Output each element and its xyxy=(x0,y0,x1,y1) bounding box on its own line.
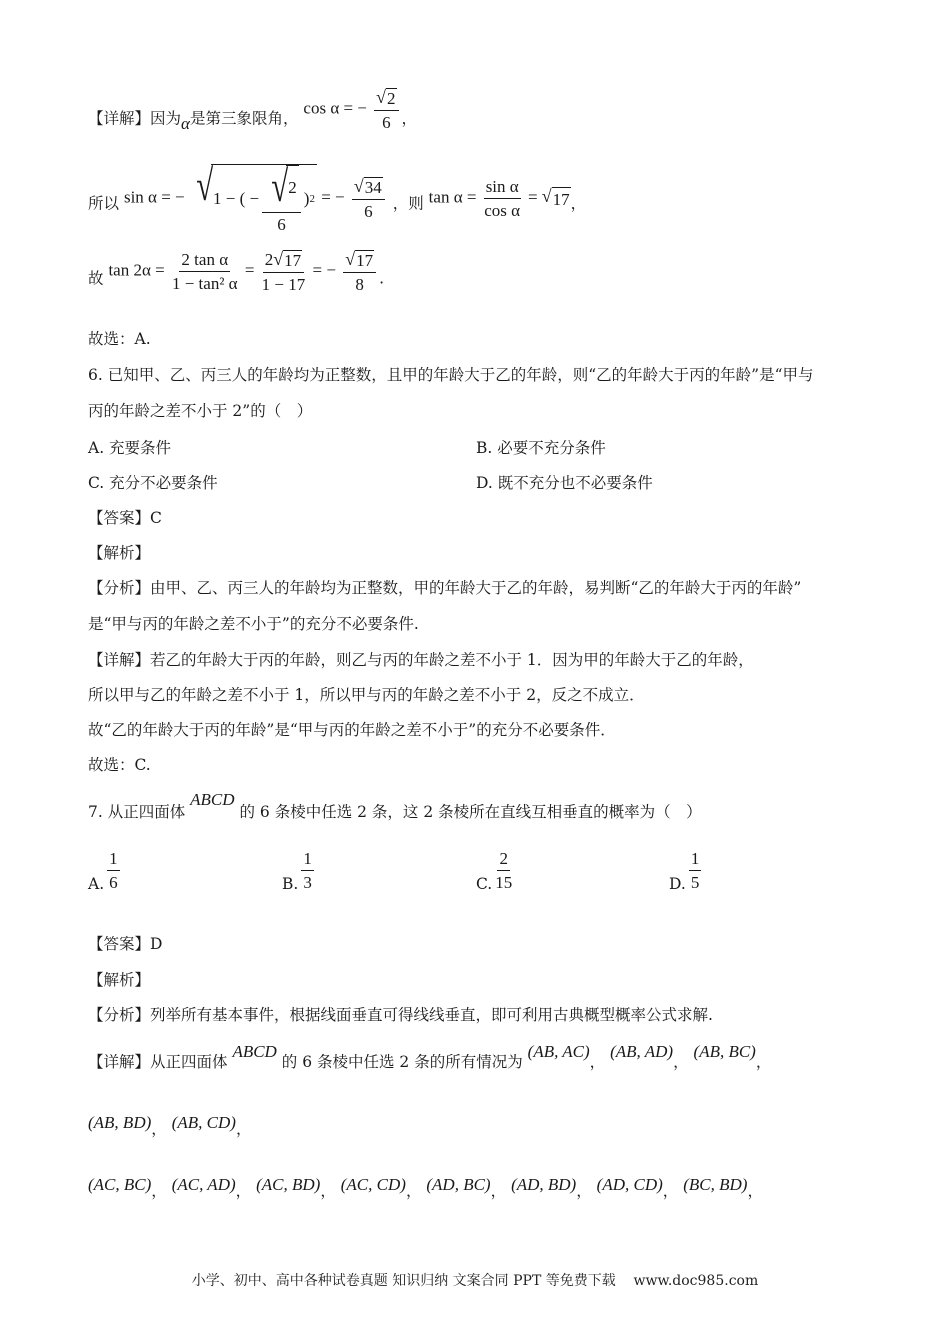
q7-option-b: B. $\frac{1}{3}$ xyxy=(282,849,312,893)
q5-sin-line xyxy=(88,161,587,239)
q6-option-b: B. 必要不充分条件 xyxy=(476,439,606,457)
q6-stem-line2: 丙的年龄之差不小于 2”的（ ） xyxy=(88,402,313,420)
pair-r2-0: (AB, BD) xyxy=(88,1113,152,1132)
pair-r1-1: (AB, AD) xyxy=(610,1042,674,1061)
pair-r3-7: (BC, BD) xyxy=(683,1175,748,1194)
q7-stem-pre: 7. 从正四面体 xyxy=(88,803,186,821)
pair-r3-2: (AC, BD) xyxy=(256,1175,321,1194)
q7-option-a: A. $\frac{1}{6}$ xyxy=(88,849,118,893)
alpha-symbol: α xyxy=(181,114,190,134)
q7-stem-post: 的 6 条棱中任选 2 条，这 2 条棱所在直线互相垂直的概率为（ ） xyxy=(239,803,702,821)
pair-r2-1: (AB, CD) xyxy=(171,1113,236,1132)
pair-r3-4: (AD, BC) xyxy=(426,1175,491,1194)
pair-r3-1: (AC, AD) xyxy=(171,1175,236,1194)
q6-detail-line1: 【详解】若乙的年龄大于丙的年龄，则乙与丙的年龄之差不小于 1．因为甲的年龄大于乙的年龄， xyxy=(88,651,754,669)
period: . xyxy=(379,269,385,288)
q6-detail-line2: 所以甲与乙的年龄之差不小于 1，所以甲与丙的年龄之差不小于 2，反之不成立． xyxy=(88,686,645,704)
cos-equation: cos α = − √ 2 6 xyxy=(303,88,401,131)
pair-r3-5: (AD, BD) xyxy=(511,1175,577,1194)
detail-tag: 【详解】因为 xyxy=(88,109,182,128)
q7-stem xyxy=(88,790,702,823)
footer-text: 小学、初中、高中各种试卷真题 知识归纳 文案合同 PPT 等免费下载 xyxy=(191,1273,616,1289)
q6-analysis-tag: 【解析】 xyxy=(88,544,151,562)
q6-option-d: D. 既不充分也不必要条件 xyxy=(476,474,653,492)
footer-link[interactable]: www.doc985.com xyxy=(633,1273,759,1289)
q7-option-c: C. $\frac{2}{15}$ xyxy=(476,849,513,893)
q6-answer-line xyxy=(88,507,162,529)
tan2a-equation: tan 2α = $\frac{\text{2 tan α}}{\text{1 − tan² α}}$ = 2 √ 17 1 − 17 = − √ 17 8 xyxy=(108,250,379,293)
so-text: 所以 xyxy=(88,194,120,213)
therefore-text: 故 xyxy=(88,269,104,288)
q7-detail-pre: 【详解】从正四面体 xyxy=(88,1053,228,1071)
q7-detail-line1: 【详解】从正四面体 ABCD 的 6 条棱中任选 2 条的所有情况为 (AB, AC)， (AB, AD)， (AB, BC)， xyxy=(88,1042,772,1071)
q6-detail-line3: 故“乙的年龄大于丙的年龄”是“甲与丙的年龄之差不小于”的充分不必要条件． xyxy=(88,721,616,739)
q5-detail-line1 xyxy=(88,87,418,141)
q6-option-a: A. 充要条件 xyxy=(88,439,172,457)
page-footer xyxy=(0,1270,950,1290)
q6-fenxi-line1: 【分析】由甲、乙、丙三人的年龄均为正整数，甲的年龄大于乙的年龄，易判断“乙的年龄大于丙的年龄” xyxy=(88,579,802,597)
q7-pairs-row3: (AC, BC)， (AC, AD)， (AC, BD)， (AC, CD)， (AD, BC)， (AD, BD)， (AD, CD)， (BC, BD)， xyxy=(88,1175,763,1200)
abcd-symbol: ABCD xyxy=(190,790,235,809)
pair-r3-3: (AC, CD) xyxy=(340,1175,406,1194)
q7-fenxi-line: 【分析】列举所有基本事件，根据线面垂直可得线线垂直，即可利用古典概型概率公式求解. xyxy=(88,1006,713,1024)
q6-option-c: C. 充分不必要条件 xyxy=(88,474,218,492)
q6-fenxi-line2: 是“甲与丙的年龄之差不小于”的充分不必要条件. xyxy=(88,615,419,633)
pair-r3-6: (AD, CD) xyxy=(596,1175,663,1194)
q7-pairs-row2: (AB, BD)， (AB, CD)， xyxy=(88,1113,252,1138)
abcd-symbol: ABCD xyxy=(232,1042,277,1061)
q6-stem-line1: 6. 已知甲、乙、丙三人的年龄均为正整数，且甲的年龄大于乙的年龄，则“乙的年龄大于丙的年龄”是“甲与 xyxy=(88,366,814,384)
q6-choose-line: 故选：C. xyxy=(88,756,151,774)
answer-value: D xyxy=(150,935,163,953)
tan-equation: tan α = $\frac{\text{sin α}}{\text{cos α}}$ = √ 17 xyxy=(428,177,570,220)
q7-detail-mid: 的 6 条棱中任选 2 条的所有情况为 xyxy=(281,1053,523,1071)
pair-r1-0: (AB, AC) xyxy=(527,1042,590,1061)
answer-value: C xyxy=(150,509,162,527)
q5-answer-line: 故选：A. xyxy=(88,330,151,348)
comma: ， xyxy=(401,109,418,128)
pair-r1-2: (AB, BC) xyxy=(693,1042,756,1061)
answer-tag: 【答案】 xyxy=(88,509,151,527)
sin-equation: sin α = − √ 1 − ( − √ 2 6 ) 2 = − √ 34 6 xyxy=(124,164,388,233)
answer-tag: 【答案】 xyxy=(88,935,151,953)
q7-analysis-tag: 【解析】 xyxy=(88,971,151,989)
pair-r3-0: (AC, BC) xyxy=(88,1175,152,1194)
q7-answer-line xyxy=(88,933,162,955)
comma: ， xyxy=(570,194,587,213)
third-quadrant-text: 是第三象限角， xyxy=(189,109,299,128)
q5-tan2a-line xyxy=(88,249,385,301)
q7-option-d: D. $\frac{1}{5}$ xyxy=(669,849,700,893)
then-text: ，则 xyxy=(392,194,424,213)
